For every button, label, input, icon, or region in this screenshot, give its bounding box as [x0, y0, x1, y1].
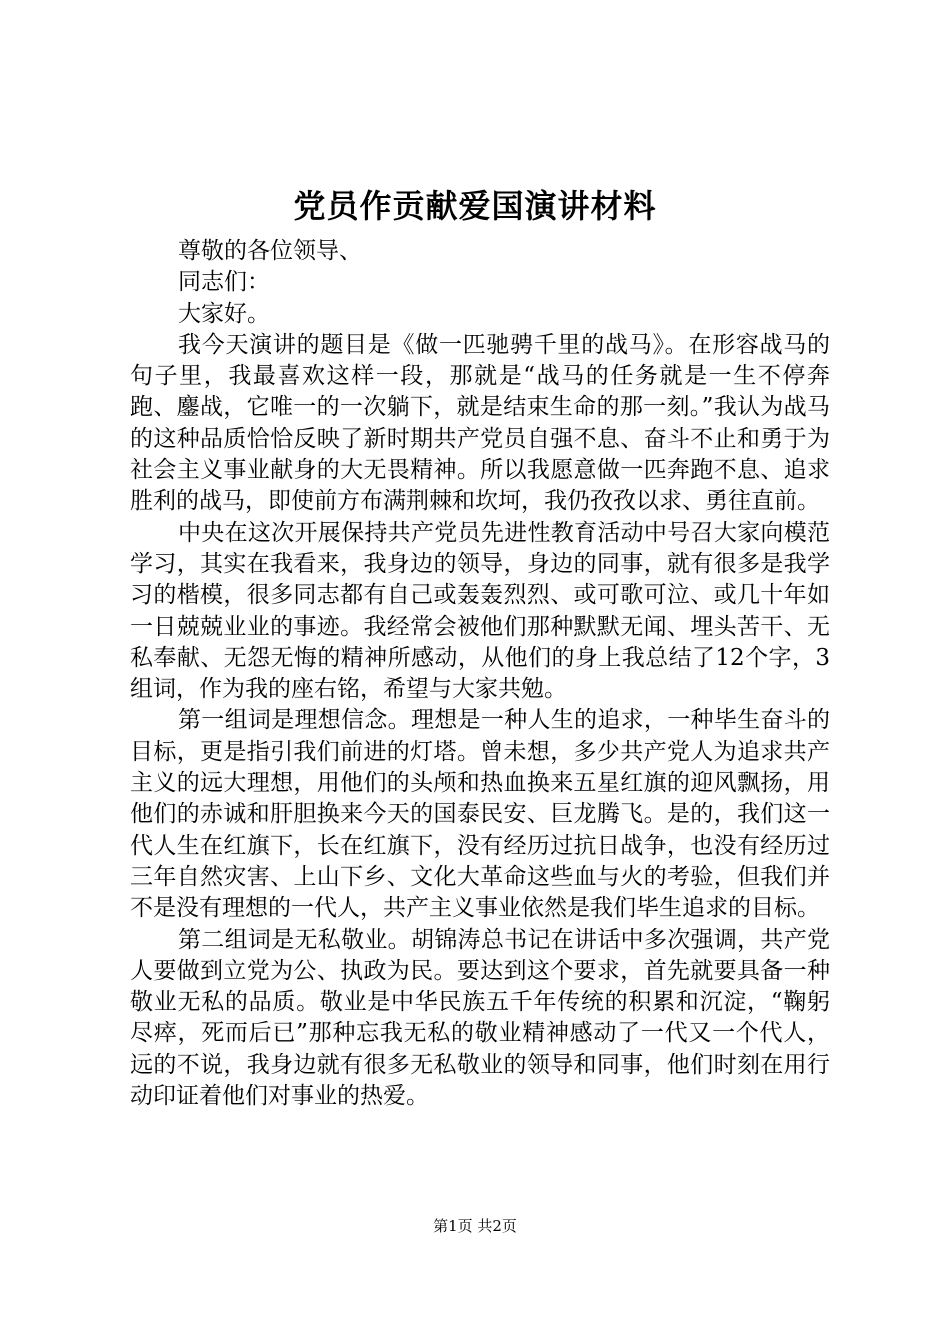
- greeting-line: 大家好。: [178, 300, 270, 327]
- salutation-line-1: 尊敬的各位领导、: [178, 238, 362, 264]
- document-body: [130, 236, 830, 1112]
- body-paragraph: 第一组词是理想信念。理想是一种人生的追求，一种毕生奋斗的目标，更是指引我们前进的灯塔。曾未想，多少共产党人为追求共产主义的远大理想，用他们的头颅和热血换来五星红旗的迎风飘扬，用他们的赤诚和肝胆换来今天的国泰民安、巨龙腾飞。是的，我们这一代人生在红旗下，长在红旗下，没有经历过抗日战争，也没有经历过三年自然灾害、上山下乡、文化大革命这些血与火的考验，但我们并不是没有理想的一代人，共产主义事业依然是我们毕生追求的目标。: [130, 707, 830, 922]
- body-paragraph: 我今天演讲的题目是《做一匹驰骋千里的战马》。在形容战马的句子里，我最喜欢这样一段，那就是“战马的任务就是一生不停奔跑、鏖战，它唯一的一次躺下，就是结束生命的那一刻。”我认为战马的这种品质恰恰反映了新时期共产党员自强不息、奋斗不止和勇于为社会主义事业献身的大无畏精神。所以我愿意做一匹奔跑不息、追求胜利的战马，即使前方布满荆棘和坎坷，我仍孜孜以求、勇往直前。: [130, 331, 830, 515]
- body-paragraph: 第二组词是无私敬业。胡锦涛总书记在讲话中多次强调，共产党人要做到立党为公、执政为民。要达到这个要求，首先就要具备一种敬业无私的品质。敬业是中华民族五千年传统的积累和沉淀，“鞠躬尽瘁，死而后已”那种忘我无私的敬业精神感动了一代又一个代人，远的不说，我身边就有很多无私敬业的领导和同事，他们时刻在用行动印证着他们对事业的热爱。: [130, 926, 830, 1110]
- salutation-line-2: 同志们：: [178, 269, 270, 296]
- page-number-footer: 第1页 共2页: [433, 1217, 517, 1235]
- body-paragraph: 中央在这次开展保持共产党员先进性教育活动中号召大家向模范学习，其实在我看来，我身边的领导，身边的同事，就有很多是我学习的楷模，很多同志都有自己或轰轰烈烈、或可歌可泣、或几十年如一日兢兢业业的事迹。我经常会被他们那种默默无闻、埋头苦干、无私奉献、无怨无悔的精神所感动，从他们的身上我总结了12个字，3组词，作为我的座右铭，希望与大家共勉。: [130, 519, 830, 703]
- document-title: 党员作贡献爱国演讲材料: [293, 187, 657, 225]
